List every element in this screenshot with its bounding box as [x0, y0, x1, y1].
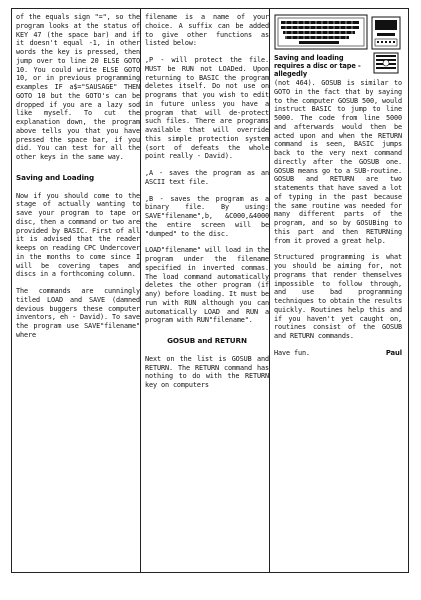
- paragraph: (not 464). GOSUB is similar to GOTO in the fact that by saying to the computer GOSUB 500, would instruct BASIC to jump to line 5000. The code from line 5000 and afterwards would then be acted upon and when the RETURN command is seen, BASIC jumps back to the very next command directly after the GOSUB one. GOSUB means go to a SUB-routine. GOSUB and RETURN are two statements that have saved a lot of typing in the past because the same routine was needed for many different parts of the program, and so by GOSUBing to this part and then RETURNing from it proved a great help.: [274, 79, 402, 245]
- paragraph: filename is a name of your choice. A suffix can be added to give other functions as listed below:: [145, 13, 269, 48]
- computer-illustration: [274, 13, 402, 78]
- section-heading-saving-loading: Saving and Loading: [16, 172, 94, 182]
- figure-caption: Saving and loading requires a disc or tape - allegedly: [274, 54, 361, 78]
- paragraph: ,P - will protect the file. MUST be RUN not LOADed. Upon returning to BASIC the program deletes itself. Do not use on programs that you wish to edit in future unless you have a program that will de-protect such files. There are programs available that will override this simple protection system (sort of defeats the whole point really - David).: [145, 56, 269, 161]
- column-divider-left: [140, 8, 141, 573]
- signoff: [274, 349, 402, 358]
- paragraph: LOAD"filename" will load in the program under the filename specified in inverted commas. The load command automatically deletes the other program (if any) before loading. It must be run with RUN although you can automatically LOAD and RUN a program with RUN"filename".: [145, 246, 269, 325]
- paragraph: Next on the list is GOSUB and RETURN. The RETURN command has nothing to do with the RETURN key on computers: [145, 354, 269, 389]
- closing-text: Have fun.: [274, 348, 310, 357]
- paragraph: Structured programming is what you should be aiming for, not programs that render themselves impossible to follow through, and use bad programming techniques to obtain the results quickly. Routines help this and if you haven't yet caught on, routines consist of the GOSUB and RETURN commands.: [274, 253, 402, 340]
- column-1: [16, 13, 140, 348]
- paragraph: ,A - saves the program as an ASCII text file.: [145, 169, 269, 186]
- paragraph: ,B - saves the program as a binary file. By using: SAVE"filename",b, &C000,&4000 the entire screen will be "dumped" to the disc.: [145, 194, 269, 238]
- paragraph: The commands are cunningly titled LOAD and SAVE (damned devious buggers these computer inventors, eh - David). To save the program use SAVE"filename" where: [16, 287, 140, 339]
- column-3: [274, 13, 402, 358]
- paragraph: Now if you should come to the stage of actually wanting to save your program to tape or disc, then a command or two are provided by BASIC. First of all it is advised that the reader keeps on reading CPC Undercover in the months to come since I will be covering tapes and discs in a forthcoming column.: [16, 191, 140, 279]
- column-2: [145, 13, 269, 398]
- section-heading-gosub-return: GOSUB and RETURN: [167, 336, 247, 345]
- column-divider-right: [269, 8, 270, 573]
- author-signature: Paul: [385, 348, 402, 357]
- paragraph: of the equals sign "=", so the program looks at the status of KEY 47 (the space bar) and if it doesn't equal -1, in other words the key is pressed, then jump over to line 20 ELSE GOTO 10. You could write ELSE GOTO 10, or in previous programming examples IF a$="SAUSAGE" THEN GOTO 10 but the GOTO's can be dropped if you are a lazy sod like myself. To cut the explanation down, the program above tells you that you have pressed the space bar, if you did. You can test for all the other keys in the same way.: [16, 13, 140, 161]
